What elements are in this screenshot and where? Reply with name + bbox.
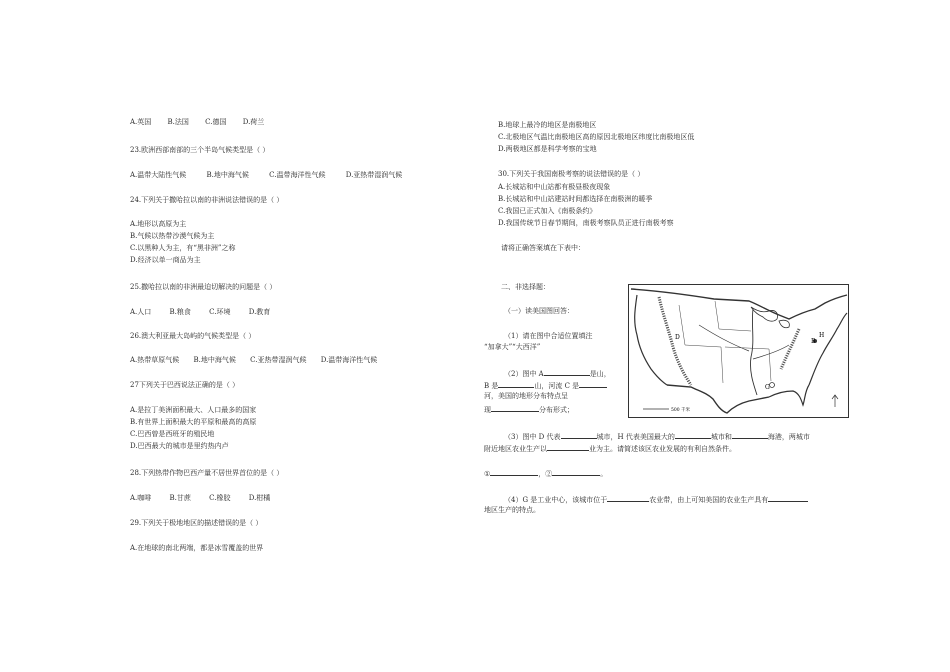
part-1-heading: （一）读美国图回答： [504, 307, 574, 315]
city-g-marker [770, 383, 775, 388]
blank-a-mountain[interactable] [544, 368, 590, 376]
sub-question-2-line1 [504, 368, 611, 379]
map-label-g: G [765, 384, 770, 391]
section-heading-2: 二、非选择题： [501, 283, 550, 291]
gulf-coast [769, 385, 809, 405]
s4-text-a: （4）G 是工业中心，该城市位于 [504, 496, 608, 504]
lake-erie [779, 320, 789, 328]
q27-option-a: A.是拉丁美洲面积最大、人口最多的国家 [130, 406, 257, 414]
sub-question-1-line2: “加拿大”“大西洋” [484, 343, 541, 351]
scale-label: 500 千米 [671, 408, 691, 413]
s3-text-b: 城市，H 代表美国最大的 [596, 433, 675, 441]
s3-text-i: 。 [600, 470, 608, 478]
q27-option-d: D.巴西最大的城市是里约热内卢 [130, 442, 229, 450]
q26-option-a: A.热带草原气候 [130, 356, 180, 364]
q23-option-c: C.温带海洋性气候 [269, 171, 326, 179]
blank-condition-2[interactable] [552, 468, 600, 476]
blank-d-city[interactable] [561, 431, 597, 439]
q24-option-c: C.以黑种人为主，有“黑非洲”之称 [130, 244, 236, 252]
question-25: 25.撒哈拉以南的非洲最迫切解决的问题是（ ） [130, 283, 277, 291]
s2-text-a: （2）图中 A [504, 370, 544, 378]
q26-options [130, 356, 391, 365]
q25-option-b: B.粮食 [169, 308, 191, 316]
rocky-mountains [659, 297, 691, 385]
q22-options [130, 118, 278, 127]
sub-question-2-line2 [484, 380, 607, 391]
q25-options [130, 308, 284, 317]
q25-option-a: A.人口 [130, 308, 152, 316]
q29-option-c: C.北极地区气温比南极地区高的原因北极地区纬度比南极地区低 [498, 133, 695, 141]
s3-text-g: ① [484, 470, 491, 478]
q25-option-c: C.环境 [209, 308, 231, 316]
question-30: 30.下列关于我国南极考察的说法错误的是（ ） [498, 170, 645, 178]
state-lines-2 [715, 301, 751, 331]
sub-question-2-line4 [484, 404, 574, 415]
question-26: 26.澳大利亚最大岛屿的气候类型是（ ） [130, 332, 256, 340]
sub-question-3-line1 [504, 431, 810, 442]
s2-text-c: B 是 [484, 382, 499, 390]
s2-text-b: 是山， [589, 370, 611, 378]
q30-option-c: C.我国已正式加入《南极条约》 [498, 207, 597, 215]
map-label-d: D [675, 334, 680, 341]
sub-question-2-line3: 河，美国的地形分布特点呈 [484, 392, 568, 400]
answer-prompt: 请将正确答案填在下表中： [501, 244, 585, 252]
missouri-river [699, 325, 749, 351]
s3-text-f: 业为主。请简述该区农业发展的有利自然条件。 [589, 445, 736, 453]
question-29: 29.下列关于极地地区的描述错误的是（ ） [130, 519, 263, 527]
q22-option-b: B.法国 [167, 118, 189, 126]
north-arrow-icon [832, 395, 838, 407]
q28-options [130, 494, 284, 503]
q29-option-d: D.两极地区都是科学考察的宝地 [498, 145, 597, 153]
s2-text-f: 现 [484, 406, 491, 414]
q26-option-c: C.亚热带湿润气候 [250, 356, 307, 364]
map-label-b: B [811, 338, 816, 345]
appalachian-mountains [781, 329, 799, 369]
q27-option-b: B.有世界上面积最大的平原和最高的高原 [130, 418, 257, 426]
question-27: 27下列关于巴西说法正确的是（ ） [130, 381, 240, 389]
blank-terrain-pattern[interactable] [491, 404, 539, 412]
q27-option-c: C.巴西曾是西班牙的殖民地 [130, 430, 215, 438]
blank-specialization[interactable] [768, 494, 808, 502]
q23-option-d: D.亚热带湿润气候 [345, 171, 403, 179]
q28-option-a: A.咖啡 [130, 494, 152, 502]
q22-option-d: D.荷兰 [242, 118, 265, 126]
sub-question-4-line1 [504, 494, 808, 505]
q22-option-c: C.德国 [205, 118, 227, 126]
q24-option-b: B.气候以热带沙漠气候为主 [130, 232, 215, 240]
sub-question-3-line3 [484, 468, 607, 479]
great-lakes [751, 307, 778, 321]
q28-option-d: D.柑橘 [248, 494, 271, 502]
s2-text-d: 山，河流 C 是 [534, 382, 580, 390]
blank-h-city[interactable] [675, 431, 711, 439]
q23-options [130, 171, 416, 180]
q29-option-a: A.在地球的南北两端，都是冰雪覆盖的世界 [130, 544, 264, 552]
s3-text-c: 城市和 [710, 433, 732, 441]
q26-option-d: D.温带海洋性气候 [320, 356, 378, 364]
q28-option-c: C.橡胶 [209, 494, 231, 502]
east-coast [809, 313, 847, 385]
s4-text-b: 农业带，由上可知美国的农业生产具有 [649, 496, 769, 504]
blank-agriculture-type[interactable] [547, 443, 589, 451]
blank-c-river[interactable] [579, 380, 607, 388]
sub-question-3-line2 [484, 443, 736, 454]
usa-map-drawing [629, 285, 848, 417]
s3-text-e: 附近地区农业生产以 [484, 445, 547, 453]
s3-text-h: ，② [538, 470, 553, 478]
ohio-river [753, 345, 789, 359]
q23-option-a: A.温带大陆性气候 [130, 171, 187, 179]
sub-question-1-line1: （1）请在图中合适位置填注 [504, 332, 593, 340]
q22-option-a: A.英国 [130, 118, 152, 126]
blank-h-port[interactable] [732, 431, 768, 439]
q24-option-d: D.经济以单一商品为主 [130, 256, 201, 264]
west-coast [635, 295, 667, 385]
s2-text-g: 分布形式； [539, 406, 574, 414]
question-23: 23.欧洲西部南部的三个半岛气候类型是（ ） [130, 146, 270, 154]
question-24: 24.下列关于撒哈拉以南的非洲说法错误的是（ ） [130, 196, 284, 204]
s3-text-d: 海港，两城市 [767, 433, 810, 441]
s3-text-a: （3）图中 D 代表 [504, 433, 561, 441]
usa-map [628, 284, 849, 418]
q30-option-d: D.我国传统节日春节期间，南极考察队员正进行南极考察 [498, 219, 674, 227]
q26-option-b: B.地中海气候 [193, 356, 236, 364]
q24-option-a: A.地形以高原为主 [130, 220, 187, 228]
q25-option-d: D.教育 [248, 308, 271, 316]
state-lines [679, 305, 723, 383]
q30-option-a: A.长城站和中山站都有极昼极夜现象 [498, 183, 611, 191]
sub-question-4-line2: 地区生产的特点。 [484, 506, 540, 514]
q28-option-b: B.甘蔗 [169, 494, 191, 502]
q30-option-b: B.长城站和中山站建站时间都选择在南极洲的暖季 [498, 195, 653, 203]
question-28: 28.下列热带作物巴西产量不居世界首位的是（ ） [130, 469, 284, 477]
blank-condition-1[interactable] [490, 468, 538, 476]
map-label-h: H [819, 332, 825, 339]
blank-b-mountain[interactable] [498, 380, 534, 388]
q29-option-b: B.地球上最冷的地区是南极地区 [498, 121, 597, 129]
mississippi-river [750, 309, 757, 395]
state-lines-3 [725, 347, 771, 381]
q23-option-b: B.地中海气候 [206, 171, 249, 179]
blank-g-belt[interactable] [607, 494, 649, 502]
